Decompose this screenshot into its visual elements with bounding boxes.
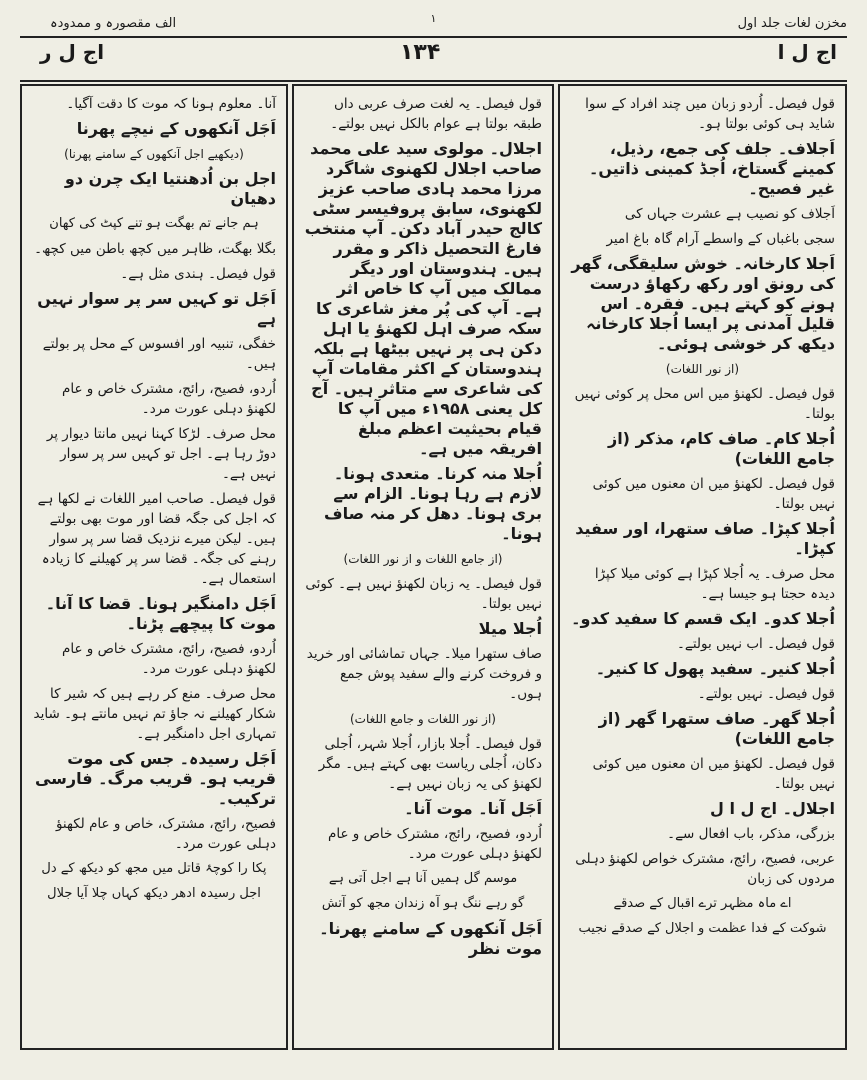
entry-headword: اجل بن اُدھنتیا ایک چرن دو دھیان	[64, 169, 276, 208]
verse-line: اے ماہ مظہر ترے اقبال کے صدقے	[613, 896, 792, 911]
entry-text: محل صرف۔ لڑکا کہنا نہیں مانتا دیوار پر دوڑ رہا ہے۔ اجل تو کہیں سر پر سوار نہیں ہے۔	[46, 426, 276, 482]
entry-headword: اَجَل آنکھوں کے سامنے پھرنا۔ موت نظر	[319, 919, 542, 958]
column-head-right: اج ل ا	[777, 40, 837, 64]
column-head-left: اج ل ر	[40, 40, 105, 64]
entry-headword: اُجلا گھر۔ صاف ستھرا گھر (از جامع اللغات)	[598, 709, 835, 748]
running-header	[20, 10, 847, 36]
entry-text: قول فیصل۔ لکھنؤ میں اس محل پر کوئی نہیں بولتا۔	[574, 386, 835, 422]
section-title: الف مقصورہ و ممدودہ	[50, 16, 177, 31]
page-number: ۱۳۴	[400, 40, 441, 65]
entry-headword: اُجلا کام۔ صاف کام، مذکر (از جامع اللغات)	[607, 429, 835, 468]
source-reference: (از نور اللغات)	[665, 362, 740, 376]
verse-line: شوکت کے فدا عظمت و اجلال کے صدقے نجیب	[578, 921, 827, 936]
verse-line: ہم جانے تم بھگت ہو تنے کپٹ کی کھان	[49, 216, 259, 231]
column-middle	[292, 84, 554, 1050]
entry-headword: اُجلا کپڑا۔ صاف ستھرا، اور سفید کپڑا۔	[575, 519, 835, 558]
entry-headword: اَجلاف۔ جلف کی جمع، رذیل، کمینے گستاخ، اُجڈ کمینی ذاتیں۔ غیر فصیح۔	[588, 139, 835, 198]
verse-line: اجل رسیدہ ادھر دیکھ کہاں چلا آیا جلال	[47, 886, 261, 901]
entry-text: قول فیصل۔ لکھنؤ میں ان معنوں میں کوئی نہیں بولتا۔	[592, 476, 835, 512]
book-title: مخزن لغات جلد اول	[737, 16, 847, 31]
entry-text: اُردو، فصیح، رائج، مشترک خاص و عام لکھنؤ دہلی عورت مرد۔	[327, 826, 542, 862]
entry-headword: اُجلا منہ کرنا۔ متعدی ہونا۔ لازم ہے رہا ہونا۔ الزام سے بری ہونا۔ دھل کر منہ صاف ہونا۔	[324, 464, 542, 543]
entry-text: اَجلاف کو نصیب ہے عشرت جہاں کی	[624, 206, 835, 222]
source-reference: (دیکھیے اجل آنکھوں کے سامنے پھرنا)	[64, 147, 244, 161]
column-right	[558, 84, 847, 1050]
entry-headword: اُجلا کنیر۔ سفید پھول کا کنیر۔	[595, 659, 835, 678]
entry-headword: اجلال۔ مولوی سید علی محمد صاحب اجلال لکھنوی شاگرد مرزا محمد ہادی صاحب عزیز لکھنوی، سابق پروفیسر سٹی کالج حیدر آباد دکن۔ آپ منتخب فارغ التحصیل ذاکر و مقرر ہیں۔ ہندوستان اور دیگر ممالک میں آپ کا خاص اثر ہے۔ آپ کی پُر مغز شاعری کا سکہ صرف اہل لکھنؤ یا اہل دکن ہی پر نہیں بیٹھا ہے بلکہ ہندوستان کے اکثر مقامات آپ کی شاعری سے متاثر ہیں۔ آج کل یعنی ۱۹۵۸ء میں آپ کا قیام بحیثیت اعظم مبلغ افریقہ میں ہے۔	[304, 139, 542, 458]
entry-headword: اُجلا میلا	[478, 619, 542, 638]
entry-text: قول فیصل۔ نہیں بولتے۔	[697, 686, 835, 702]
page-mark: ١	[430, 12, 437, 25]
verse-line: موسم گل ہمیں آنا ہے اجل آتی ہے	[328, 871, 518, 886]
entry-text: قول فیصل۔ یہ لغت صرف عربی داں طبقہ بولتا ہے عوام بالکل نہیں بولتے۔	[330, 96, 542, 132]
verse-line: پکا را کوچۂ قاتل میں مجھ کو دیکھ کے دل	[41, 861, 267, 876]
entry-headword: اجلال۔ اج ل ا ل	[710, 799, 835, 818]
entry-headword: اَجَل دامنگیر ہونا۔ قضا کا آنا۔ موت کا پیچھے پڑنا۔	[45, 594, 276, 633]
entry-headword: اُجلا کدو۔ ایک قسم کا سفید کدو۔	[571, 609, 835, 628]
entry-headword: اَجَل آنا۔ موت آنا۔	[404, 799, 542, 818]
entry-text: بزرگی، مذکر، باب افعال سے۔	[667, 826, 835, 842]
entry-headword: اَجلا کارخانہ۔ خوش سلیقگی، گھر کی رونق اور رکھ رکھاؤ درست ہونے کو کہتے ہیں۔ فقرہ۔ اس قلیل آمدنی پر ایسا اُجلا کارخانہ دیکھ کر خوشی ہوئی۔	[571, 254, 835, 353]
entry-text: اُردو، فصیح، رائج، مشترک خاص و عام لکھنؤ دہلی عورت مرد۔	[61, 641, 276, 677]
entry-text: قول فیصل۔ یہ زبان لکھنؤ نہیں ہے۔ کوئی نہیں بولتا۔	[305, 576, 542, 612]
source-reference: (از جامع اللغات و از نور اللغات)	[343, 552, 503, 566]
entry-text: خفگی، تنبیہ اور افسوس کے محل پر بولتے ہیں۔	[42, 336, 276, 372]
column-head-rule	[20, 80, 847, 82]
entry-text: قول فیصل۔ صاحب امیر اللغات نے لکھا ہے کہ اجل کی جگہ قضا اور موت بھی بولتے ہیں۔ لیکن میرے نزدیک قضا سر پر سوار رہنے کی جگہ۔ قضا سر پر کھیلنے کا زیادہ استعمال ہے۔	[37, 491, 276, 587]
entry-text: عربی، فصیح، رائج، مشترک خواص لکھنؤ دہلی مردوں کی زبان	[575, 851, 835, 887]
entry-headword: اَجَل رسیدہ۔ جس کی موت قریب ہو۔ قریب مرگ۔ فارسی ترکیب۔	[34, 749, 276, 808]
entry-text: محل صرف۔ منع کر رہے ہیں کہ شیر کا شکار کھیلنے نہ جاؤ تم نہیں مانتے ہو۔ شاید تمہاری اجل دامنگیر ہے۔	[33, 686, 276, 742]
entry-text: قول فیصل۔ ہندی مثل ہے۔	[120, 266, 276, 282]
verse-line: گو رہے ننگ ہو آہ زندان مجھ کو آتش	[321, 896, 525, 911]
entry-text: قول فیصل۔ اب نہیں بولتے۔	[677, 636, 835, 652]
column-left	[20, 84, 288, 1050]
entry-headword: اَجَل آنکھوں کے نیچے پھرنا	[76, 119, 276, 138]
entry-text: قول فیصل۔ اُجلا بازار، اُجلا شہر، اُجلی دکان، اُجلی ریاست بھی کہتے ہیں۔ مگر لکھنؤ کی یہ زبان نہیں ہے۔	[318, 736, 542, 792]
entry-text: آنا۔ معلوم ہونا کہ موت کا دقت آگیا۔	[66, 96, 276, 112]
entry-text: سجی باغباں کے واسطے آرام گاہ باغ امیر	[606, 231, 835, 247]
entry-text: فصیح، رائج، مشترک، خاص و عام لکھنؤ دہلی عورت مرد۔	[55, 816, 276, 852]
entry-text: صاف ستھرا میلا۔ جہاں تماشائی اور خرید و فروخت کرنے والے سفید پوش جمع ہوں۔	[306, 646, 542, 702]
entry-text: اُردو، فصیح، رائج، مشترک خاص و عام لکھنؤ دہلی عورت مرد۔	[61, 381, 276, 417]
entry-text: بگلا بھگت، ظاہر میں کچھ باطن میں کچھ۔	[34, 241, 276, 257]
entry-text: قول فیصل۔ لکھنؤ میں ان معنوں میں کوئی نہیں بولتا۔	[592, 756, 835, 792]
entry-headword: اَجَل تو کہیں سر پر سوار نہیں ہے	[37, 289, 276, 328]
entry-text: قول فیصل۔ اُردو زبان میں چند افراد کے سوا شاید ہی کوئی بولتا ہو۔	[585, 96, 835, 132]
source-reference: (از نور اللغات و جامع اللغات)	[350, 712, 496, 726]
header-rule	[20, 36, 847, 38]
entry-text: محل صرف۔ یہ اُجلا کپڑا ہے کوئی میلا کپڑا دیدہ حجتا ہو جیسا ہے۔	[594, 566, 835, 602]
